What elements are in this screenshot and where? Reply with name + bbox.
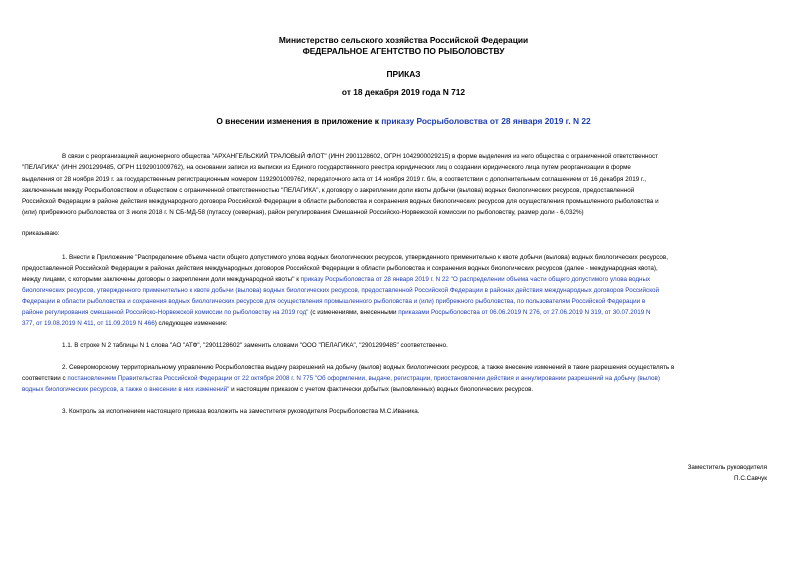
item1-line-1: 1. Внести в Приложение "Распределение объема части общего допустимого улова водных биологических ресурсов, утвержденного применительно к квоте добычи (вылова) водных биологических ресурсов,	[62, 254, 669, 261]
ministry-name: Министерство сельского хозяйства Российской Федерации	[278, 35, 529, 45]
document-date-number: от 18 декабря 2019 года N 712	[341, 87, 466, 97]
item1-line-5[interactable]: Федерации в области рыболовства и сохранения водных биологических ресурсов для осуществления промышленного рыболовства и (или) прибрежного рыболовства, по пользователям Российской Федерации в	[22, 298, 646, 305]
document-type: ПРИКАЗ	[386, 69, 421, 79]
item1-line-2: предоставленной Российской Федерации в районах действия международных договоров Российской Федерации в области рыболовства и сохранения водных биологических ресурсов (далее - международная квота),	[22, 265, 658, 272]
item1-line-6	[22, 308, 651, 318]
preamble-line-4: заключенным между Росрыболовством и обществом с ограниченной ответственностью "ПЕЛАГИКА", к договору о закреплении доли квоты добычи (вылова) водных биологических ресурсов, предоставленной	[22, 187, 635, 194]
item1-line-6-text: (с изменениями, внесенными	[308, 309, 399, 316]
preamble-line-1: В связи с реорганизацией акционерного общества "АРХАНГЕЛЬСКИЙ ТРАЛОВЫЙ ФЛОТ" (ИНН 2901128602, ОГРН 1042900029215) в форме выделения из него общества с ограниченной ответственност	[62, 153, 659, 160]
item2-line-1: 2. Североморскому территориальному управлению Росрыболовства выдачу разрешений на добычу (вылов) водных биологических ресурсов, а также внесение изменений в такие разрешения осуществлять в	[62, 364, 675, 371]
item2-line-2	[22, 374, 660, 384]
order-word: приказываю:	[22, 230, 60, 237]
signatory-position: Заместитель руководителя	[687, 464, 767, 471]
item2-line-2-text: соответствии с	[22, 375, 68, 382]
preamble-line-6: (или) прибрежного рыболовства от 3 июля 2018 г. N СБ-МД-58 (путассу (северная), район регулирования Смешанной Российско-Норвежской комиссии по рыболовству, размер доли - 6,032%)	[22, 209, 584, 216]
resolution-775-link-cont[interactable]: водных биологических ресурсов, а также о внесении в них изменений"	[22, 386, 230, 393]
item1-line-7	[22, 319, 228, 329]
preamble-line-2: "ПЕЛАГИКА" (ИНН 2901299485, ОГРН 1192901009762), на основании записи из выписки из Единого государственного реестра юридических лиц о создании юридического лица путем реорганизации в форме	[22, 164, 631, 171]
amending-orders-link-cont[interactable]: 377, от 19.08.2019 N 411, от 11.09.2019 N 466	[22, 320, 155, 327]
preamble-line-5: Российской Федерации в районе действия международного договора Российской Федерации в области рыболовства и сохранения водных биологических ресурсов для осуществления промышленного рыболовства и	[22, 198, 659, 205]
item1-line-4[interactable]: биологических ресурсов, утвержденного применительно к квоте добычи (вылова) водных биологических ресурсов, предоставленной Российской Федерации в районах действия международных договоров Российской	[22, 287, 660, 294]
signatory-name: П.С.Савчук	[734, 475, 767, 482]
agency-name: ФЕДЕРАЛЬНОЕ АГЕНТСТВО ПО РЫБОЛОВСТВУ	[302, 46, 505, 56]
item-3: 3. Контроль за исполнением настоящего приказа возложить на заместителя руководителя Росрыболовства М.С.Иваника.	[62, 408, 420, 415]
item1-line-7-text: ) следующее изменение:	[154, 320, 228, 327]
document-title	[0, 116, 807, 127]
title-prefix: О внесении изменения в приложение к	[216, 116, 382, 126]
title-link[interactable]: приказу Росрыболовства от 28 января 2019 г. N 22	[381, 116, 591, 126]
preamble-line-3: выделения от 28 ноября 2019 г. за государственным регистрационным номером 1192901009762, передаточного акта от 14 ноября 2019 г. б/н, в соответствии с дополнительным соглашением от 16 декабря 2019 г.,	[22, 176, 646, 183]
item-1-1: 1.1. В строке N 2 таблицы N 1 слова "АО "АТФ", "2901128602" заменить словами "ООО "ПЕЛАГИКА", "2901299485" соответственно.	[62, 342, 448, 349]
amending-orders-link[interactable]: приказами Росрыболовства от 06.06.2019 N 276, от 27.06.2019 N 319, от 30.07.2019 N	[398, 309, 651, 316]
order-22-link[interactable]: приказу Росрыболовства от 28 января 2019 г. N 22 "О распределении объема части общего допустимого улова водных	[300, 276, 651, 283]
item1-line-6-link[interactable]: районе регулирования смешанной Российско-Норвежской комиссии по рыболовству на 2019 год"	[22, 309, 309, 316]
item1-line-3-text: между лицами, с которыми заключены договоры о закреплении доли международной квоты" к	[22, 276, 301, 283]
item1-line-3	[22, 275, 650, 285]
resolution-775-link[interactable]: постановлением Правительства Российской Федерации от 22 октября 2008 г. N 775 "Об оформлении, выдаче, регистрации, приостановлении действия и аннулировании разрешений на добычу (вылов)	[67, 375, 660, 382]
item2-line-3	[22, 385, 533, 395]
item2-line-3-text: и настоящим приказом с учетом фактически добытых (выловленных) водных биологических ресурсов.	[229, 386, 534, 393]
